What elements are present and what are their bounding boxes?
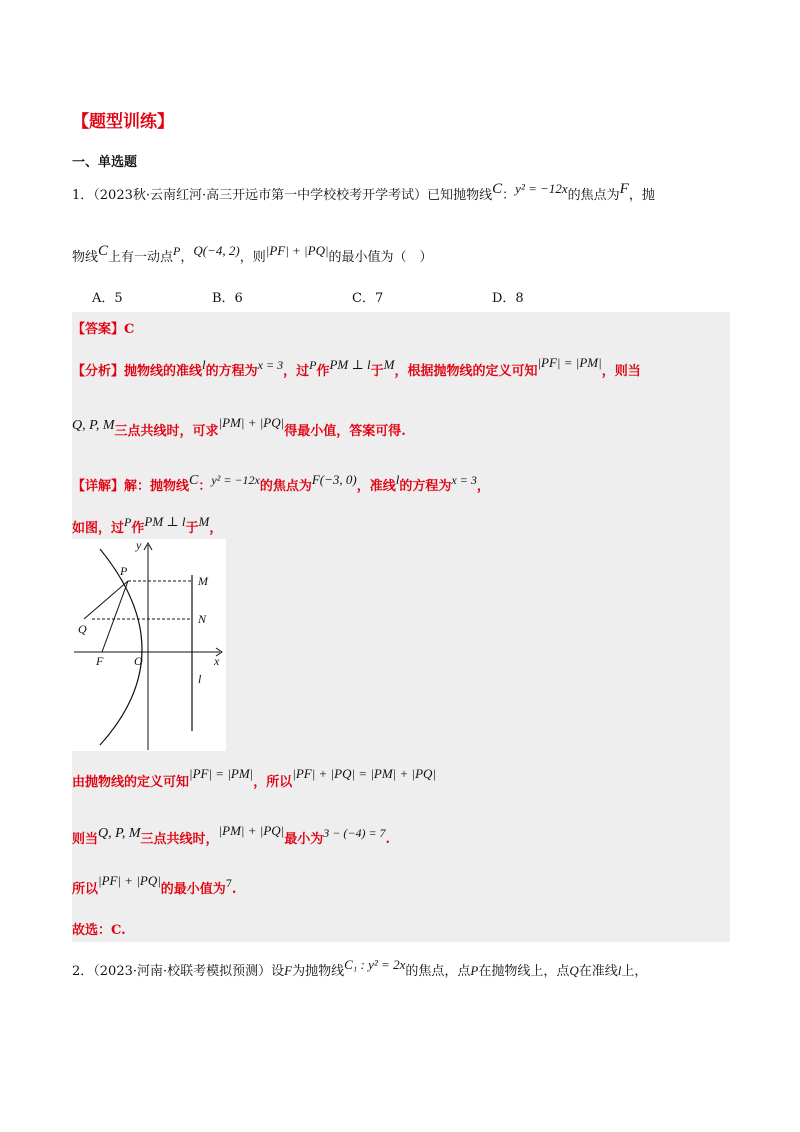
text: 三点共线时，可求 (114, 424, 219, 439)
min-value: 7 (225, 876, 232, 890)
text: 所以 (72, 882, 99, 897)
analysis-label: 【分析】 (72, 364, 125, 379)
text: 最小为 (284, 832, 324, 847)
text: ，则 (239, 250, 266, 265)
question-number: 1． (72, 188, 94, 203)
directrix-l: l (395, 472, 400, 487)
text: ， (180, 250, 194, 265)
directrix-l: l (617, 963, 622, 978)
question-2-line-1 (72, 957, 648, 979)
text: 于 (185, 521, 199, 536)
text: 的焦点，点 (405, 964, 471, 979)
colon: ： (502, 188, 516, 203)
answer-label: 【答案】C (72, 322, 135, 337)
text: ，则当 (601, 364, 641, 379)
focus-name: F (619, 181, 629, 197)
label-y: y (136, 539, 142, 552)
text: 的焦点为 (259, 479, 312, 494)
final-choice: 故选：C. (72, 923, 126, 938)
points-qpm: Q, P, M (72, 418, 115, 433)
label-n: N (198, 612, 207, 626)
text: 为抛物线 (292, 964, 345, 979)
pf-equals-pm: |PF| = |PM| (537, 355, 602, 370)
text: 上有一动点 (108, 250, 174, 265)
detail-label: 【详解】 (72, 479, 125, 494)
parabola-figure (70, 539, 226, 751)
text: ， (209, 521, 223, 536)
point-p: P (124, 515, 132, 529)
detail-line-5 (72, 873, 237, 897)
option-b: B．6 (212, 291, 243, 306)
focus-name: F (284, 963, 293, 978)
parabola-equation: C₁ : y² = 2x (344, 957, 406, 972)
text: 抛物线的准线 (124, 364, 203, 379)
label-p: P (120, 564, 128, 578)
text: ，准线 (356, 479, 396, 494)
detail-line-2 (72, 514, 223, 536)
text: 由抛物线的定义可知 (72, 775, 190, 790)
distance-expression: |PF| + |PQ| (265, 243, 329, 258)
text: 在准线 (578, 964, 618, 979)
text: 的最小值为 (160, 882, 226, 897)
question-number: 2． (72, 964, 94, 979)
text: ，所以 (253, 775, 293, 790)
label-f: F (96, 654, 104, 668)
text: 作 (316, 364, 330, 379)
point-q: Q(−4, 2) (193, 243, 240, 258)
label-o: O (134, 654, 143, 668)
text: 得最小值，答案可得. (284, 424, 406, 439)
pm-plus-pq: |PM| + |PQ| (218, 823, 285, 838)
point-m: M (383, 357, 395, 372)
label-l: l (198, 672, 202, 686)
text: 于 (370, 364, 384, 379)
text: 在抛物线上，点 (478, 964, 570, 979)
question-1-line-2 (72, 243, 433, 266)
text: 如图，过 (72, 521, 125, 536)
point-m: M (198, 514, 210, 529)
text: 的方程为 (205, 364, 258, 379)
distance-sum-equation: |PF| + |PQ| = |PM| + |PQ| (292, 766, 436, 781)
point-p: P (470, 963, 479, 978)
label-q: Q (78, 622, 87, 636)
curve-name: C (492, 181, 503, 197)
point-q: Q (569, 963, 579, 978)
text: 作 (131, 521, 145, 536)
point-p: P (309, 358, 317, 372)
text: ，抛 (628, 188, 655, 203)
focus-point: F(−3, 0) (311, 472, 357, 487)
text: 的焦点为 (567, 188, 620, 203)
point-p: P (173, 244, 181, 258)
pf-equals-pm: |PF| = |PM| (189, 766, 254, 781)
parabola-equation: y² = −12x (211, 473, 260, 487)
page-title: 【题型训练】 (72, 112, 174, 132)
detail-line-1 (72, 472, 490, 495)
text: ，根据抛物线的定义可知 (394, 364, 538, 379)
text: 三点共线时， (140, 832, 219, 847)
label-m: M (198, 574, 208, 588)
analysis-line-2 (72, 415, 406, 440)
text: 的最小值为（ ） (328, 250, 433, 265)
section-heading: 一、单选题 (72, 155, 138, 170)
parabola-equation: y² = −12x (515, 181, 568, 196)
perpendicular: PM ⊥ l (144, 514, 186, 529)
option-a: A．5 (92, 291, 123, 306)
min-calculation: 3 − (−4) = 7 (323, 826, 386, 840)
text: 上， (621, 964, 648, 979)
question-source: （2023秋·云南红河·高三开远市第一中学校校考开学考试）已知抛物线 (93, 188, 493, 203)
curve-name: C (98, 243, 109, 259)
question-1-line-1 (72, 181, 655, 204)
text: . (385, 832, 391, 847)
points-qpm: Q, P, M (98, 826, 141, 841)
option-c: C．7 (352, 291, 384, 306)
directrix-l: l (202, 357, 206, 372)
option-d: D．8 (492, 291, 524, 306)
text: ， (476, 479, 490, 494)
detail-line-4 (72, 823, 391, 848)
text: ： (198, 479, 212, 494)
text: ，过 (283, 364, 310, 379)
detail-line-3 (72, 766, 436, 790)
pm-plus-pq: |PM| + |PQ| (218, 415, 285, 430)
label-x: x (214, 654, 220, 668)
text: 物线 (72, 250, 99, 265)
text: . (231, 882, 237, 897)
analysis-line-1 (72, 355, 641, 379)
directrix-equation: x = 3 (257, 358, 284, 372)
text: 的方程为 (399, 479, 452, 494)
curve-name: C (189, 473, 199, 488)
perpendicular: PM ⊥ l (329, 357, 371, 372)
directrix-equation: x = 3 (451, 473, 477, 487)
text: 解：抛物线 (124, 479, 190, 494)
text: 则当 (72, 832, 99, 847)
pf-plus-pq: |PF| + |PQ| (98, 873, 161, 888)
text: （2023·河南·校联考模拟预测）设 (93, 964, 285, 979)
